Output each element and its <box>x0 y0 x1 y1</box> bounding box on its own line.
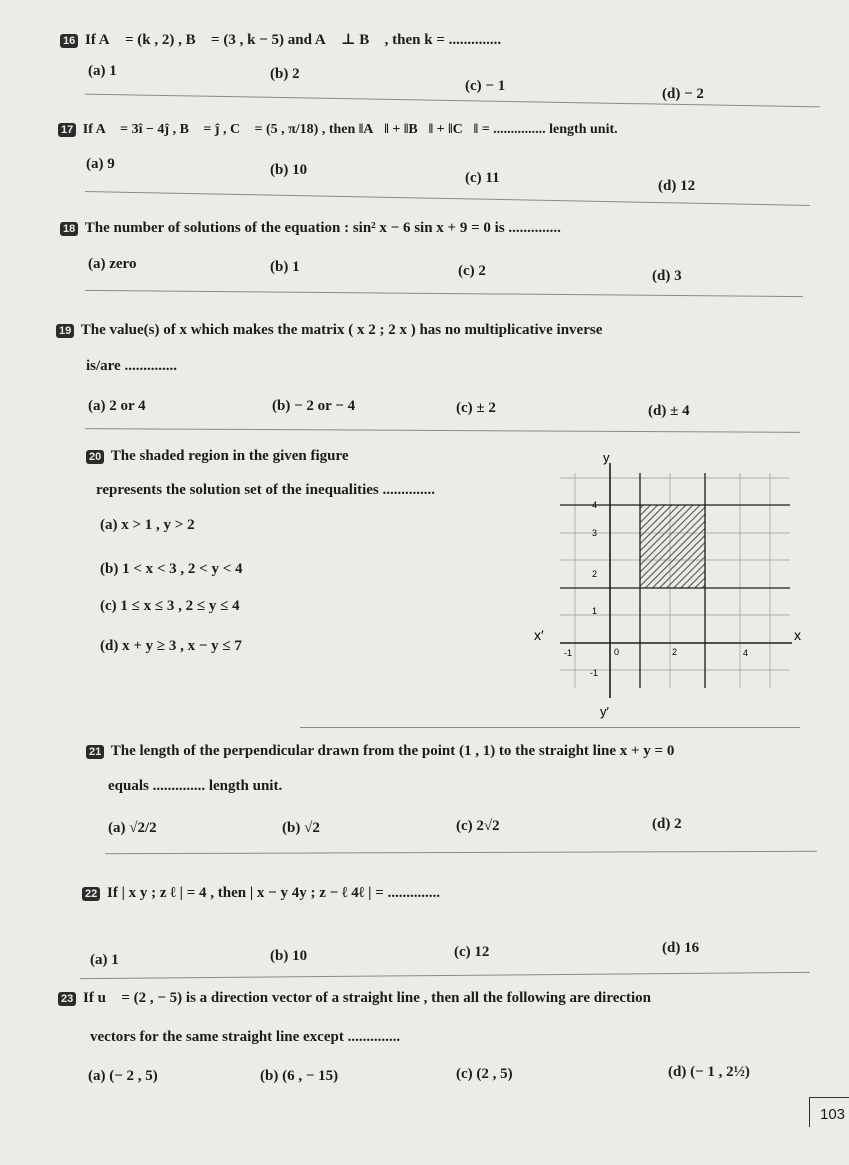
separator <box>300 727 800 728</box>
option-a[interactable]: (a) 9 <box>86 156 115 172</box>
xtick-4: 4 <box>743 648 749 658</box>
option-b[interactable]: (b) 2 <box>270 66 300 82</box>
option-b[interactable]: (b) 10 <box>270 162 308 178</box>
option-b[interactable]: (b) 1 < x < 3 , 2 < y < 4 <box>100 561 243 577</box>
question-number: 16 <box>60 34 78 48</box>
ytick-4: 4 <box>592 500 598 510</box>
question-23 <box>58 990 651 1007</box>
option-d[interactable]: (d) 3 <box>652 268 682 284</box>
question-22 <box>82 885 440 902</box>
ytick-3: 3 <box>592 528 598 538</box>
question-21-line2: equals .............. length unit. <box>108 778 283 794</box>
question-number: 20 <box>86 450 104 464</box>
xtick-0: 0 <box>614 647 620 657</box>
option-d[interactable]: (d) ± 4 <box>648 403 690 419</box>
question-number: 23 <box>58 992 76 1006</box>
question-text: The value(s) of x which makes the matrix ( x 2 ; 2 x ) has no multiplicative inverse <box>80 322 603 338</box>
separator <box>85 191 810 206</box>
question-23-line2: vectors for the same straight line except .............. <box>90 1029 401 1045</box>
question-text: If u⃗ = (2 , − 5) is a direction vector of a straight line , then all the following are direction <box>83 990 652 1006</box>
option-a[interactable]: (a) 1 <box>88 63 117 79</box>
option-d[interactable]: (d) (− 1 , 2½) <box>668 1064 750 1080</box>
option-a[interactable]: (a) 1 <box>90 952 119 968</box>
separator <box>85 94 820 108</box>
option-c[interactable]: (c) 12 <box>454 944 490 960</box>
option-d[interactable]: (d) 16 <box>662 940 700 956</box>
option-c[interactable]: (c) 11 <box>465 170 500 186</box>
option-d[interactable]: (d) 12 <box>658 178 696 194</box>
page-number: 103 <box>809 1097 849 1127</box>
option-d[interactable]: (d) x + y ≥ 3 , x − y ≤ 7 <box>100 638 242 654</box>
question-19-line2: is/are .............. <box>86 358 177 374</box>
option-a[interactable]: (a) √2/2 <box>108 820 157 836</box>
axis-x-neg-label: x′ <box>534 627 544 643</box>
ytick-neg1: -1 <box>590 668 599 678</box>
question-17 <box>58 122 618 138</box>
shaded-region <box>640 505 705 588</box>
option-a[interactable]: (a) x > 1 , y > 2 <box>100 517 195 533</box>
option-c[interactable]: (c) ± 2 <box>456 400 496 416</box>
separator <box>85 290 803 297</box>
question-number: 21 <box>86 745 104 759</box>
option-d[interactable]: (d) 2 <box>652 816 682 832</box>
question-16 <box>60 30 501 49</box>
question-text: The number of solutions of the equation : sin² x − 6 sin x + 9 = 0 is .............. <box>84 220 561 236</box>
ytick-2: 2 <box>592 569 598 579</box>
separator <box>80 972 810 979</box>
question-number: 19 <box>56 324 74 338</box>
question-text: If A⃗ = (k , 2) , B⃗ = (3 , k − 5) and A⃗ ⊥ B⃗ , then k = .............. <box>85 32 502 48</box>
question-18 <box>60 220 561 237</box>
separator <box>105 851 817 854</box>
question-number: 18 <box>60 222 78 236</box>
option-a[interactable]: (a) (− 2 , 5) <box>88 1068 158 1084</box>
xtick-neg1: -1 <box>564 648 573 658</box>
option-c[interactable]: (c) 2 <box>458 263 486 279</box>
xtick-2: 2 <box>672 647 678 657</box>
axis-y-neg-label: y′ <box>600 704 609 719</box>
question-20-line2: represents the solution set of the inequalities .............. <box>96 482 436 498</box>
option-a[interactable]: (a) zero <box>88 256 137 272</box>
option-c[interactable]: (c) (2 , 5) <box>456 1066 513 1082</box>
axis-y-label: y <box>603 450 610 465</box>
option-b[interactable]: (b) 1 <box>270 259 300 275</box>
option-a[interactable]: (a) 2 or 4 <box>88 398 146 414</box>
question-text: If | x y ; z ℓ | = 4 , then | x − y 4y ; z − ℓ 4ℓ | = .............. <box>107 885 441 901</box>
axis-x-label: x <box>794 627 801 643</box>
option-b[interactable]: (b) (6 , − 15) <box>260 1068 339 1084</box>
option-c[interactable]: (c) 2√2 <box>456 818 500 834</box>
option-b[interactable]: (b) − 2 or − 4 <box>272 398 356 414</box>
question-21 <box>86 743 674 760</box>
option-b[interactable]: (b) √2 <box>282 820 320 836</box>
option-d[interactable]: (d) − 2 <box>662 86 704 102</box>
question-20 <box>86 448 349 465</box>
ytick-1: 1 <box>592 606 598 616</box>
question-text: If A⃗ = 3î − 4ĵ , B⃗ = ĵ , C⃗ = (5 , π/18) , then ‖A⃗‖ + ‖B⃗‖ + ‖C⃗‖ = ............... length unit. <box>82 122 618 137</box>
option-c[interactable]: (c) 1 ≤ x ≤ 3 , 2 ≤ y ≤ 4 <box>100 598 240 614</box>
option-b[interactable]: (b) 10 <box>270 948 308 964</box>
option-c[interactable]: (c) − 1 <box>465 78 506 94</box>
question-text: The length of the perpendicular drawn from the point (1 , 1) to the straight line x + y = 0 <box>110 743 675 759</box>
question-number: 17 <box>58 123 76 137</box>
question-19 <box>56 322 602 339</box>
question-number: 22 <box>82 887 100 901</box>
question-text: The shaded region in the given figure <box>110 448 349 464</box>
separator <box>85 428 800 433</box>
inequality-figure <box>530 448 820 720</box>
